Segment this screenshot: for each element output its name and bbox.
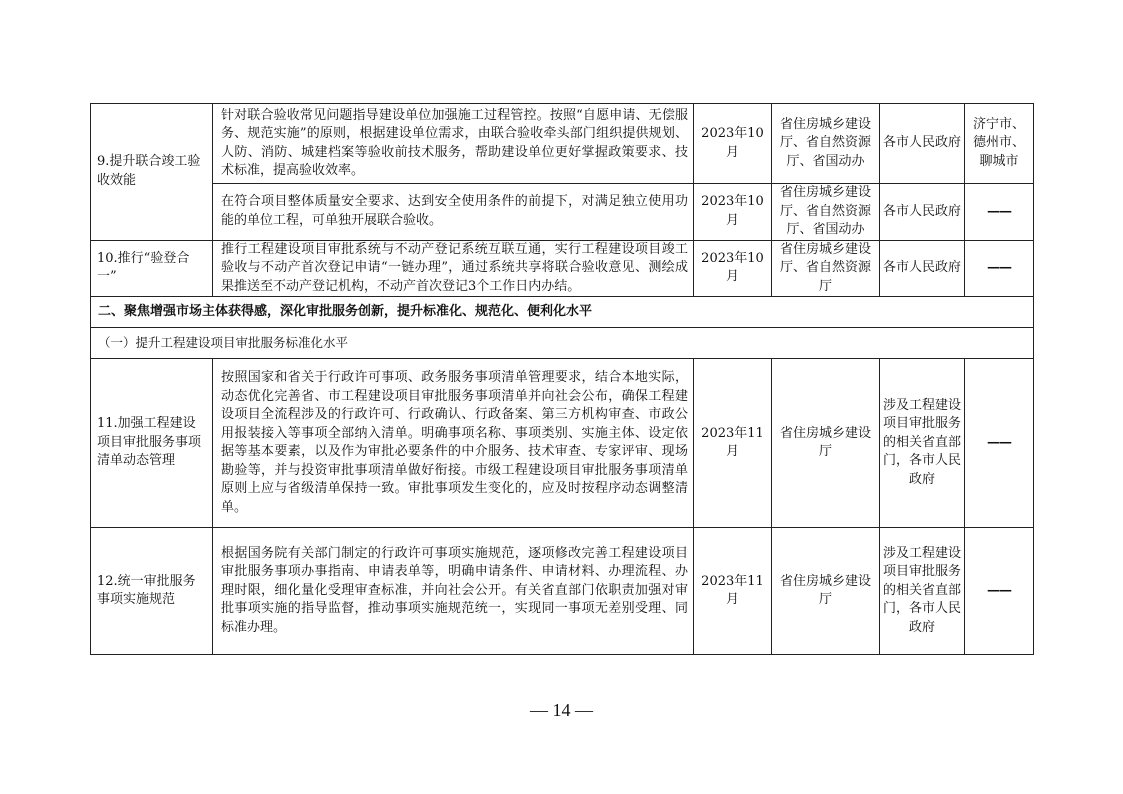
table-row: [91, 104, 1034, 184]
task-content: 按照国家和省关于行政许可事项、政务服务事项清单管理要求，结合本地实际，动态优化完善省、市工程建设项目审批服务事项清单并向社会公布，确保工程建设项目全流程涉及的行政许可、行政确认、行政备案、第三方机构审查、市政公用报装接入等事项全部纳入清单。明确事项名称、事项类别、实施主体、设定依据等基本要素，以及作为审批必要条件的中介服务、技术审查、专家评审、现场勘验等，并与投资审批事项清单做好衔接。市级工程建设项目审批服务事项清单原则上应与省级清单保持一致。审批事项发生变化的，应及时按程序动态调整清单。: [213, 359, 694, 528]
subsection-heading: （一）提升工程建设项目审批服务标准化水平: [91, 328, 1034, 359]
pilot-city-cell: ——: [965, 184, 1034, 241]
task-name: 12.统一审批服务事项实施规范: [97, 573, 196, 607]
pilot-city-cell: ——: [965, 528, 1034, 655]
responsible-unit-cell: 涉及工程建设项目审批服务的相关省直部门，各市人民政府: [880, 359, 965, 528]
responsible-unit-cell: 各市人民政府: [880, 104, 965, 184]
task-name: 9.提升联合竣工验收效能: [97, 154, 201, 188]
task-table: [90, 103, 1034, 655]
table-row: [91, 359, 1034, 528]
task-name: 11.加强工程建设项目审批服务事项清单动态管理: [97, 416, 202, 469]
task-content: 根据国务院有关部门制定的行政许可事项实施规范，逐项修改完善工程建设项目审批服务事项办事指南、申请表单等，明确申请条件、申请材料、办理流程、办理时限，细化量化受理审查标准，并向社会公开。有关省直部门依职责加强对审批事项实施的指导监督，推动事项实施规范统一，实现同一事项无差别受理、同标准办理。: [213, 528, 694, 655]
lead-department-cell: 省住房城乡建设厅: [772, 528, 880, 655]
task-name-cell: [91, 104, 213, 241]
task-name: 10.推行“验登合一”: [97, 250, 190, 285]
section-heading-row: [91, 297, 1034, 328]
responsible-unit-cell: 涉及工程建设项目审批服务的相关省直部门，各市人民政府: [880, 528, 965, 655]
pilot-city-cell: ——: [965, 359, 1034, 528]
task-content: 针对联合验收常见问题指导建设单位加强施工过程管控。按照“自愿申请、无偿服务、规范实施”的原则，根据建设单位需求，由联合验收牵头部门组织提供规划、人防、消防、城建档案等验收前技术服务，帮助建设单位更好掌握政策要求、技术标准，提高验收效率。: [213, 104, 694, 184]
deadline-cell: 2023年10月: [694, 104, 772, 184]
pilot-city-cell: 济宁市、德州市、聊城市: [965, 104, 1034, 184]
subsection-heading-row: [91, 328, 1034, 359]
deadline-cell: 2023年10月: [694, 184, 772, 241]
table-row: [91, 528, 1034, 655]
deadline-cell: 2023年10月: [694, 240, 772, 297]
responsible-unit-cell: 各市人民政府: [880, 240, 965, 297]
page-number: — 14 —: [530, 700, 593, 720]
lead-department-cell: 省住房城乡建设厅: [772, 359, 880, 528]
lead-department-cell: 省住房城乡建设厅、省自然资源厅: [772, 240, 880, 297]
deadline-cell: 2023年11月: [694, 359, 772, 528]
pilot-city-cell: ——: [965, 240, 1034, 297]
task-name-cell: [91, 359, 213, 528]
task-content: 在符合项目整体质量安全要求、达到安全使用条件的前提下，对满足独立使用功能的单位工程，可单独开展联合验收。: [213, 184, 694, 241]
lead-department-cell: 省住房城乡建设厅、省自然资源厅、省国动办: [772, 184, 880, 241]
task-name-cell: [91, 240, 213, 297]
deadline-cell: 2023年11月: [694, 528, 772, 655]
section-heading: 二、聚焦增强市场主体获得感，深化审批服务创新，提升标准化、规范化、便利化水平: [91, 297, 1034, 328]
table-row: [91, 240, 1034, 297]
task-content: 推行工程建设项目审批系统与不动产登记系统互联互通，实行工程建设项目竣工验收与不动产首次登记申请“一链办理”，通过系统共享将联合验收意见、测绘成果推送至不动产登记机构，不动产首次登记3个工作日内办结。: [213, 240, 694, 297]
lead-department-cell: 省住房城乡建设厅、省自然资源厅、省国动办: [772, 104, 880, 184]
table-row: [91, 184, 1034, 241]
responsible-unit-cell: 各市人民政府: [880, 184, 965, 241]
task-name-cell: [91, 528, 213, 655]
